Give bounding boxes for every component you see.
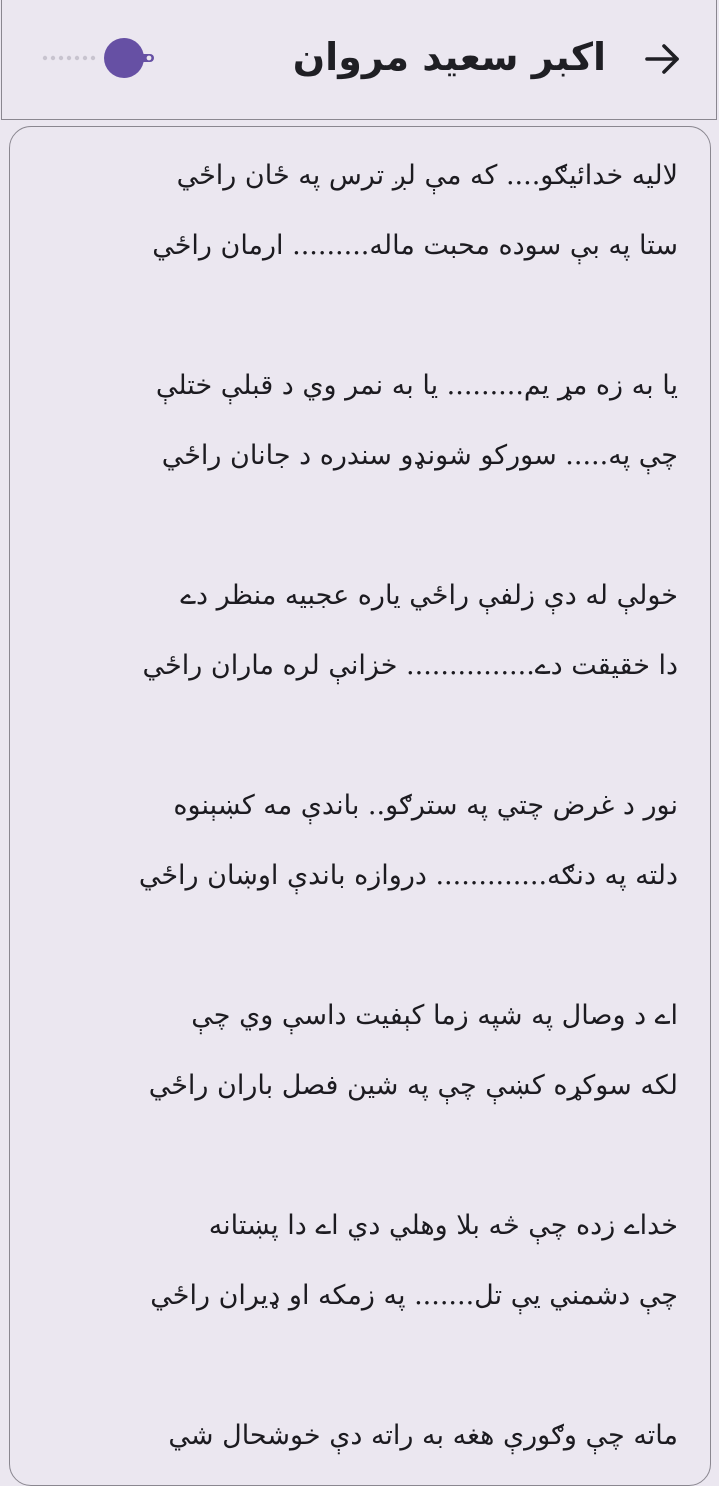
font-size-slider[interactable] — [38, 36, 158, 80]
back-button[interactable] — [636, 32, 690, 86]
slider-toggle-icon — [38, 36, 158, 80]
poem-text — [38, 141, 678, 1486]
page-title: اکبر سعید مروان — [292, 35, 606, 79]
poem-line: ستا په بې سوده محبت ماله......... ارمان راځي — [152, 230, 678, 261]
poem-line: لالیه خدائیګو.... که مې لږ ترس په ځان راځي — [176, 160, 678, 191]
poem-line: نور د غرض چتي په سترګو.. باندې مه کښېنوه — [173, 790, 678, 821]
poem-line: چې په..... سورکو شونډو سندره د جانان راځي — [161, 440, 678, 471]
poem-line: دا خقیقت دے............... خزانې لره ماران راځي — [142, 650, 678, 681]
stanza — [38, 1191, 678, 1331]
poem-line: لکه سوکړه کښې چې په شین فصل باران راځي — [148, 1070, 678, 1101]
poem-line: خداے زده چې څه بلا وهلي دي اے دا پښتانه — [208, 1210, 678, 1241]
stanza — [38, 1401, 678, 1471]
stanza — [38, 981, 678, 1121]
stanza — [38, 141, 678, 281]
poem-line: خولې له دې زلفې راځي یاره عجبیه منظر دے — [180, 580, 678, 611]
poem-line: دلته په دنګه............. دروازه باندې اوښان راځي — [138, 860, 678, 891]
stanza — [38, 351, 678, 491]
arrow-right-icon — [643, 39, 683, 79]
poem-card — [9, 126, 711, 1486]
stanza — [38, 561, 678, 701]
stanza — [38, 771, 678, 911]
poem-line: ماته چې وګورې هغه به راته دې خوشحال شي — [168, 1420, 678, 1451]
app-bar — [1, 0, 717, 120]
poem-line: چې دشمني یې تل....... په زمکه او ډیران راځي — [150, 1280, 678, 1311]
poem-line: یا به زه مړ یم......... یا به نمر وي د قبلې ختلې — [155, 370, 678, 401]
poem-line: اے د وصال په شپه زما کېفیت داسې وي چې — [191, 1000, 678, 1031]
